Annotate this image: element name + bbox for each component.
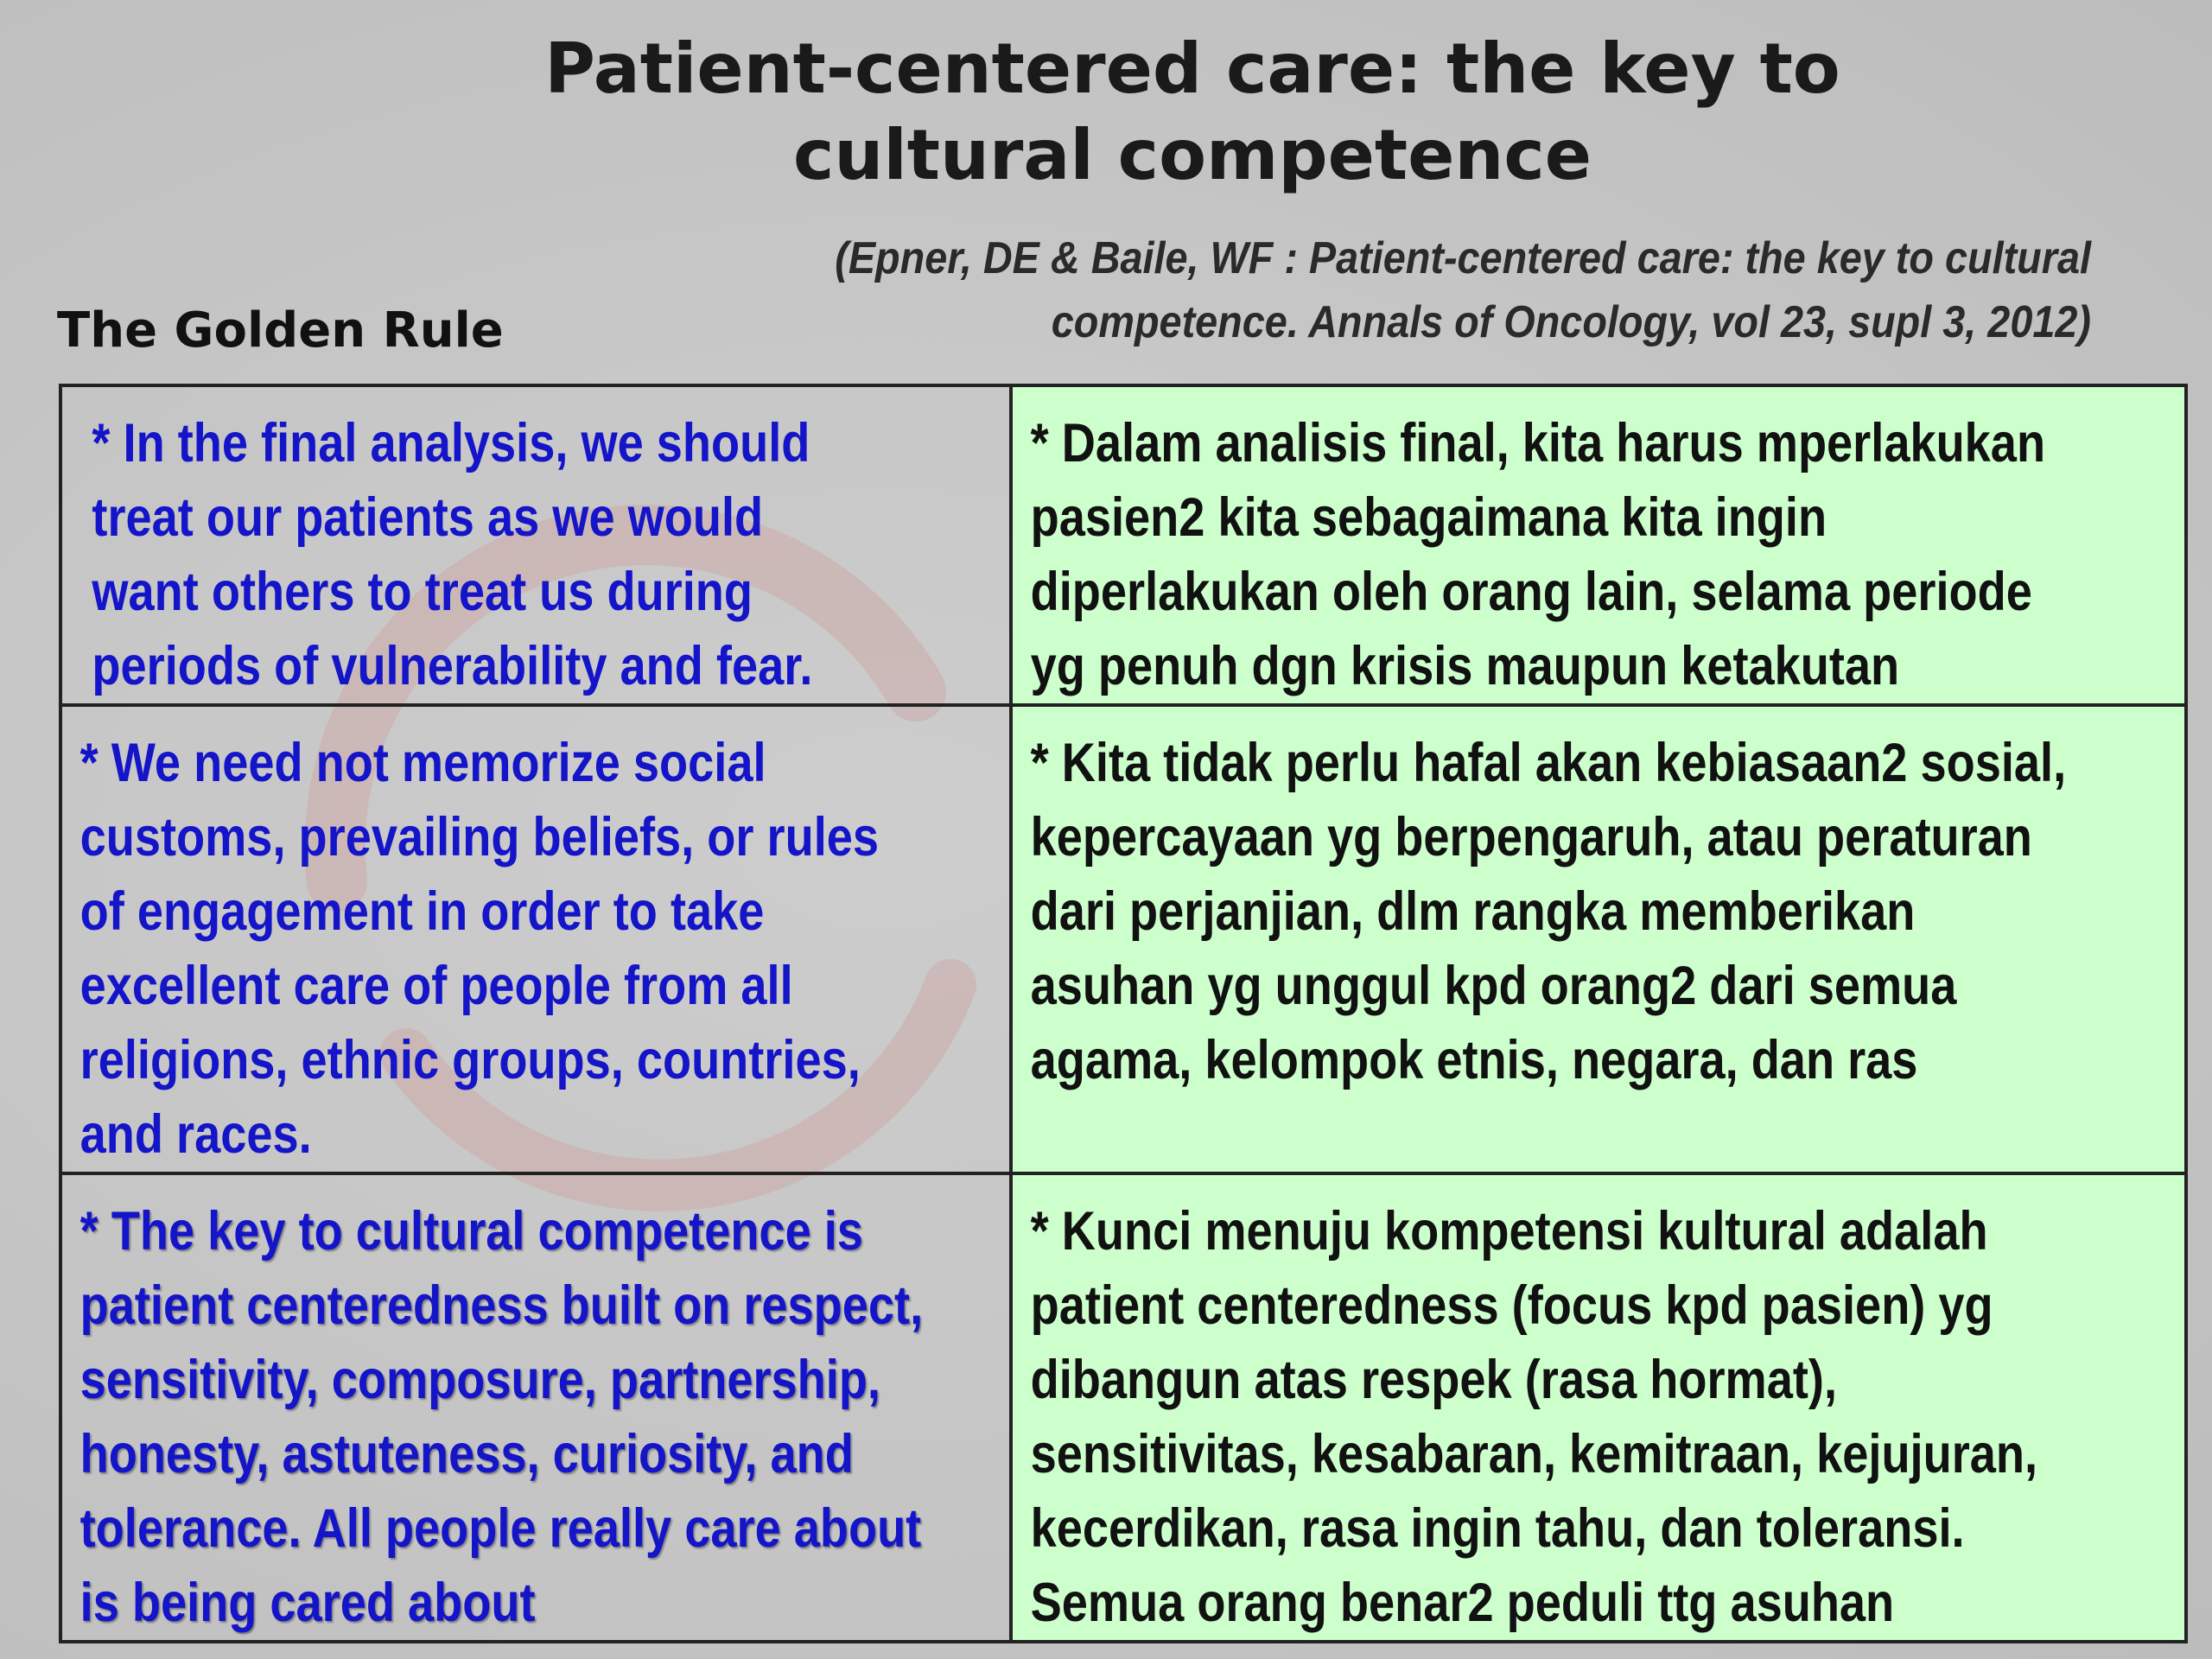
table-row <box>60 705 2186 1173</box>
title-line-2: cultural competence <box>792 115 1592 195</box>
indonesian-text: * Kita tidak perlu hafal akan kebiasaan2 sosial, kepercayaan yg berpengaruh, atau peraturan dari perjanjian, dlm rangka memberikan asuhan yg unggul kpd orang2 dari semua agama, kelompok etnis, negara, dan ras <box>1030 733 2067 1090</box>
page-title <box>484 26 1901 199</box>
table-row <box>60 1173 2186 1642</box>
citation-line-1: (Epner, DE & Baile, WF : Patient-centered care: the key to cultural <box>835 233 2092 283</box>
english-text: * In the final analysis, we should treat our patients as we would want others to treat us during periods of vulnerability and fear. <box>92 413 813 696</box>
translation-table <box>59 384 2188 1643</box>
title-line-1: Patient-centered care: the key to <box>544 29 1840 109</box>
indonesian-cell <box>1011 1173 2186 1642</box>
citation <box>769 226 2091 354</box>
citation-line-2: competence. Annals of Oncology, vol 23, supl 3, 2012) <box>1051 297 2091 347</box>
section-label: The Golden Rule <box>57 302 504 359</box>
english-cell <box>60 385 1011 705</box>
english-text: * We need not memorize social customs, prevailing beliefs, or rules of engagement in order to take excellent care of people from all religions, ethnic groups, countries, and races. <box>79 733 880 1165</box>
indonesian-text: * Dalam analisis final, kita harus mperlakukan pasien2 kita sebagaimana kita ingin diperlakukan oleh orang lain, selama periode yg penuh dgn krisis maupun ketakutan <box>1030 413 2046 696</box>
english-cell <box>60 705 1011 1173</box>
indonesian-text: * Kunci menuju kompetensi kultural adalah patient centeredness (focus kpd pasien) yg dibangun atas respek (rasa hormat), sensitivitas, kesabaran, kemitraan, kejujuran, kecerdikan, rasa ingin tahu, dan toleransi. Semua orang benar2 peduli ttg asuhan <box>1030 1201 2038 1633</box>
indonesian-cell <box>1011 705 2186 1173</box>
english-text: * The key to cultural competence is patient centeredness built on respect, sensitivity, composure, partnership, honesty, astuteness, curiosity, and tolerance. All people really care about is being cared about <box>79 1201 924 1633</box>
indonesian-cell <box>1011 385 2186 705</box>
english-cell <box>60 1173 1011 1642</box>
table-row <box>60 385 2186 705</box>
